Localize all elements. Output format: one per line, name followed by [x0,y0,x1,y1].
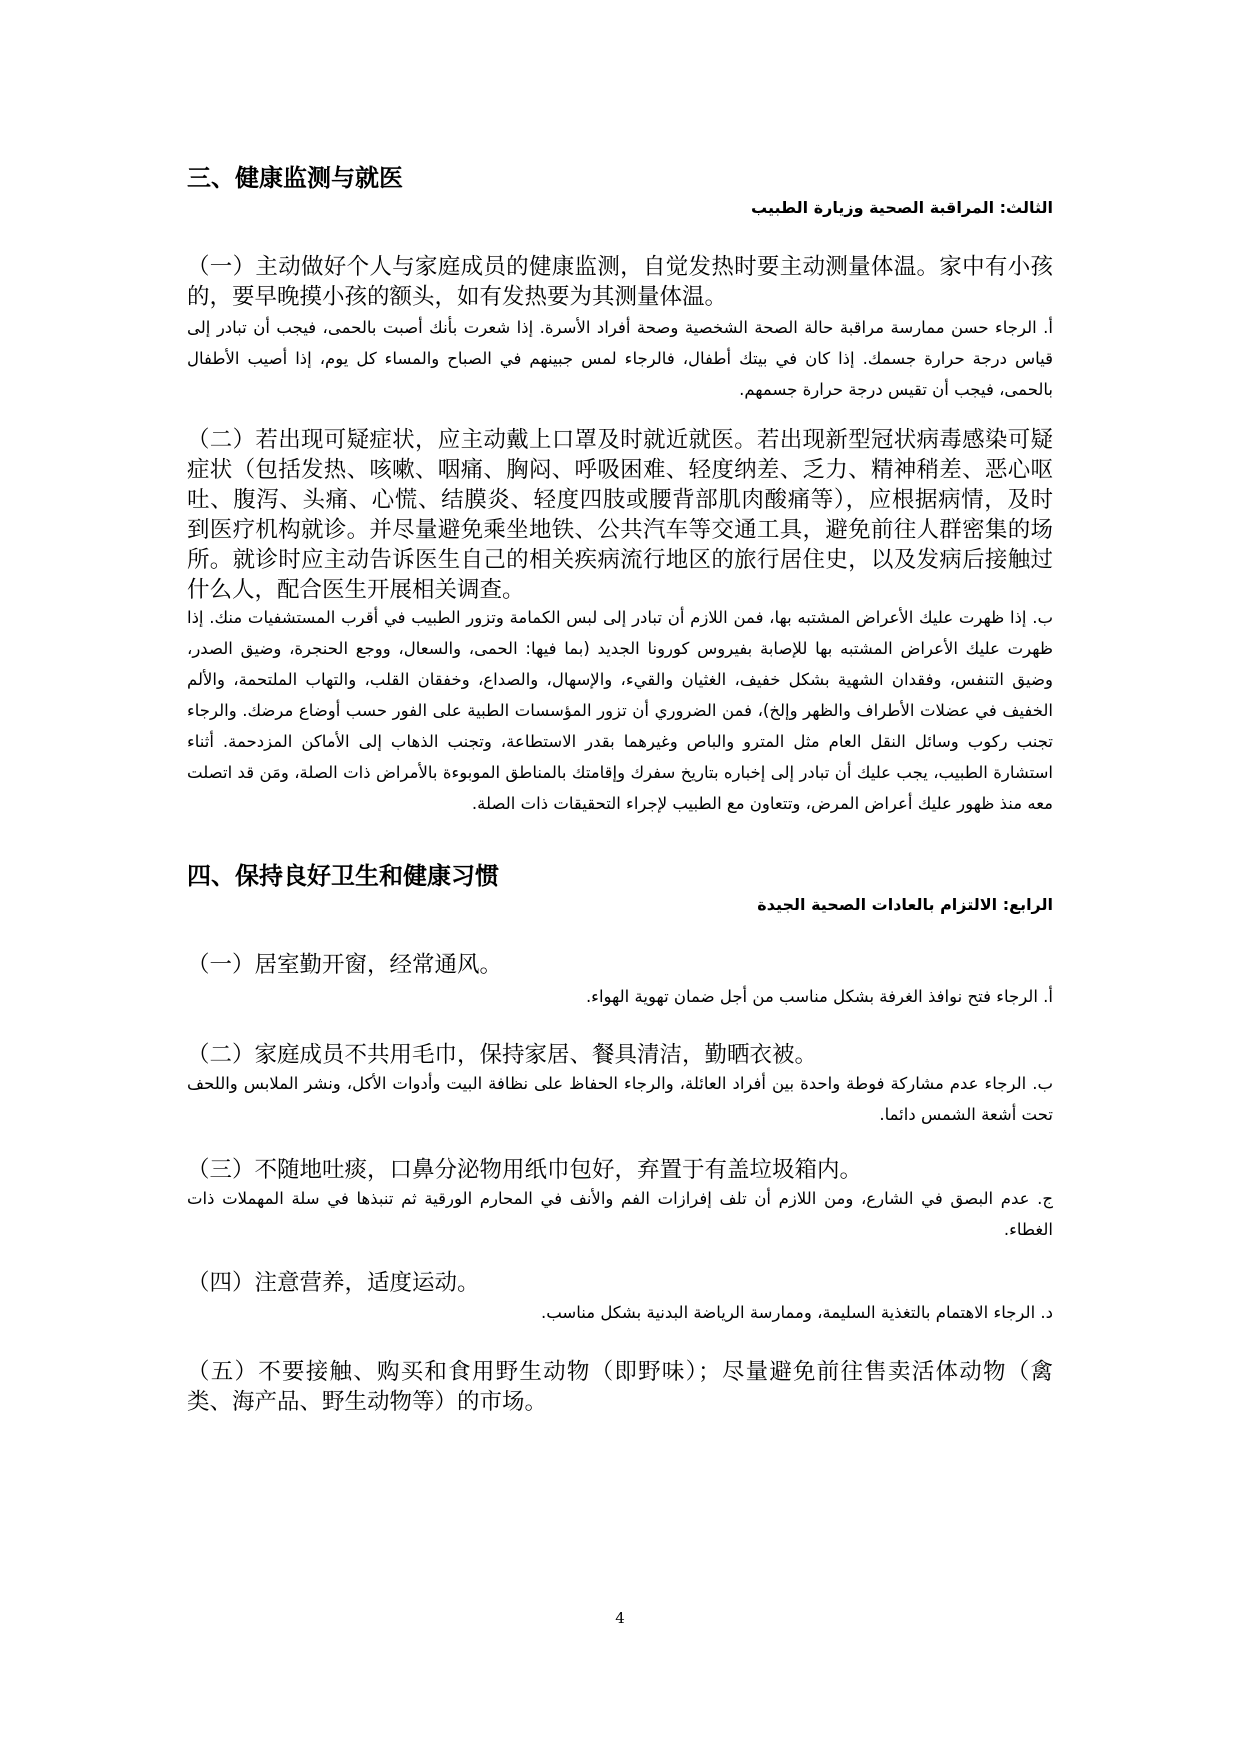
paragraph-zh: （四）注意营养，适度运动。 [187,1270,480,1296]
paragraph-ar: ج. عدم البصق في الشارع، ومن اللازم أن تلف إفرازات الفم والأنف في المحارم الورقية ثم تنبذها في سلة المهملات ذات الغطاء. [187,1189,1053,1239]
paragraph-zh: （二）若出现可疑症状，应主动戴上口罩及时就近就医。若出现新型冠状病毒感染可疑症状（包括发热、咳嗽、咽痛、胸闷、呼吸困难、轻度纳差、乏力、精神稍差、恶心呕吐、腹泻、头痛、心慌、结膜炎、轻度四肢或腰背部肌肉酸痛等），应根据病情，及时到医疗机构就诊。并尽量避免乘坐地铁、公共汽车等交通工具，避免前往人群密集的场所。就诊时应主动告诉医生自己的相关疾病流行地区的旅行居住史，以及发病后接触过什么人，配合医生开展相关调查。 [187,427,1053,603]
paragraph-zh: （五）不要接触、购买和食用野生动物（即野味）；尽量避免前往售卖活体动物（禽类、海产品、野生动物等）的市场。 [187,1359,1053,1415]
paragraph-zh: （三）不随地吐痰，口鼻分泌物用纸巾包好，弃置于有盖垃圾箱内。 [187,1157,863,1183]
section-heading-ar: الرابع: الالتزام بالعادات الصحية الجيدة [757,895,1053,914]
section-heading-ar: الثالث: المراقبة الصحية وزيارة الطبيب [751,198,1053,217]
paragraph-zh: （二）家庭成员不共用毛巾，保持家居、餐具清洁，勤晒衣被。 [187,1042,818,1068]
paragraph-zh: （一）居室勤开窗，经常通风。 [187,952,503,978]
section-heading-zh: 四、保持良好卫生和健康习惯 [187,861,499,890]
paragraph-ar: ب. الرجاء عدم مشاركة فوطة واحدة بين أفراد العائلة، والرجاء الحفاظ على نظافة البيت وأدوات الأكل، ونشر الملابس واللحف تحت أشعة الشمس دائما. [187,1074,1053,1124]
paragraph-zh: （一）主动做好个人与家庭成员的健康监测，自觉发热时要主动测量体温。家中有小孩的，要早晚摸小孩的额头，如有发热要为其测量体温。 [187,254,1053,310]
page-number: 4 [615,1609,625,1627]
section-heading-zh: 三、健康监测与就医 [187,163,403,192]
paragraph-ar: د. الرجاء الاهتمام بالتغذية السليمة، وممارسة الرياضة البدنية بشكل مناسب. [540,1303,1053,1322]
paragraph-ar: أ. الرجاء حسن ممارسة مراقبة حالة الصحة الشخصية وصحة أفراد الأسرة. إذا شعرت بأنك أصبت بالحمى، فيجب أن تبادر إلى قياس درجة حرارة جسمك. إذا كان في بيتك أطفال، فالرجاء لمس جبينهم في الصباح والمساء كل يوم، إذا أصيب الأطفال بالحمى، فيجب أن تقيس درجة حرارة جسمهم. [187,318,1053,399]
paragraph-ar: أ. الرجاء فتح نوافذ الغرفة بشكل مناسب من أجل ضمان تهوية الهواء. [585,987,1053,1006]
document-page [187,0,1053,1754]
paragraph-ar: ب. إذا ظهرت عليك الأعراض المشتبه بها، فمن اللازم أن تبادر إلى لبس الكمامة وتزور الطبيب في أقرب المستشفيات منك. إذا ظهرت عليك الأعراض المشتبه بها للإصابة بفيروس كورونا الجديد (بما فيها: الحمى، والسعال، ووجع الحنجرة، وضيق الصدر، وضيق التنفس، وفقدان الشهية بشكل خفيف، الغثيان والقيء، والإسهال، والصداع، وخفقان القلب، والتهاب الملتحمة، والألم الخفيف في عضلات الأطراف والظهر وإلخ)، فمن الضروري أن تزور المؤسسات الطبية على الفور حسب أوضاع مرضك. والرجاء تجنب ركوب وسائل النقل العام مثل المترو والباص وغيرهما بقدر الاستطاعة، وتجنب الذهاب إلى الأماكن المزدحمة. أثناء استشارة الطبيب، يجب عليك أن تبادر إلى إخباره بتاريخ سفرك وإقامتك بالمناطق الموبوءة بالأمراض ذات الصلة، ومَن قد اتصلت معه منذ ظهور عليك أعراض المرض، وتتعاون مع الطبيب لإجراء التحقيقات ذات الصلة. [187,608,1053,813]
